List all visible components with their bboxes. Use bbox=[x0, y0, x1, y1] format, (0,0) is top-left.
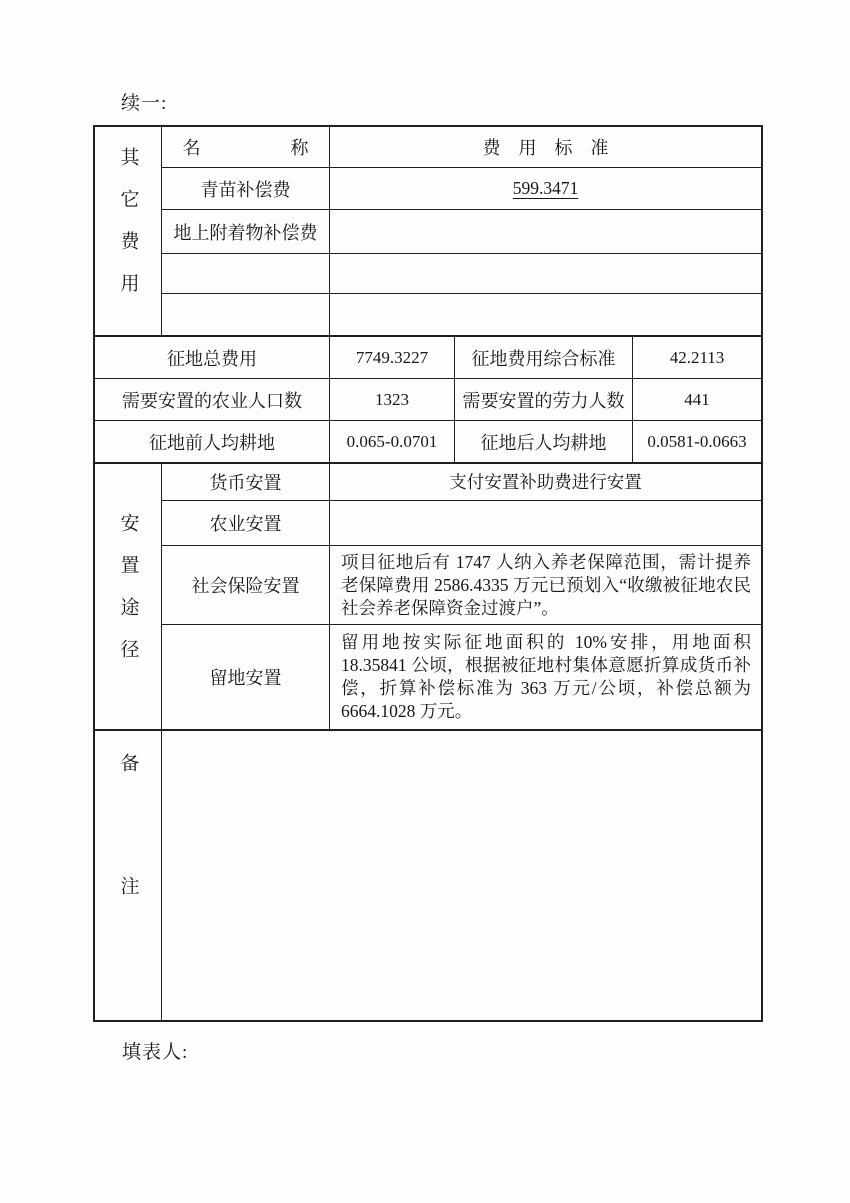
fee-row-empty-1 bbox=[162, 254, 761, 294]
fee-name-cell bbox=[162, 254, 330, 293]
land-expropriation-table bbox=[93, 125, 763, 1022]
fee-standard-header-cell: 费 用 标 准 bbox=[482, 138, 609, 158]
fee-name-header-cell: 名 称 bbox=[162, 127, 330, 167]
monetary-resettlement-row bbox=[162, 464, 761, 501]
remarks-content-cell bbox=[162, 731, 761, 1020]
social-insurance-resettlement-content-cell bbox=[330, 546, 761, 624]
remarks-vertical-label bbox=[95, 731, 162, 1020]
form-filler-label: 填表人: bbox=[122, 1042, 189, 1063]
land-retention-resettlement-content-cell bbox=[330, 625, 761, 729]
monetary-resettlement-content-cell bbox=[330, 464, 761, 500]
agricultural-population-label-cell: 需要安置的农业人口数 bbox=[95, 379, 330, 421]
agricultural-resettlement-row bbox=[162, 501, 761, 546]
land-retention-resettlement-text: 留用地按实际征地面积的 10%安排，用地面积 18.35841 公顷，根据被征地村集体意愿折算成货币补偿，折算补偿标准为 363 万元/公顷，补偿总额为 6664.1028 万元。 bbox=[341, 632, 751, 721]
labor-count-value-cell: 441 bbox=[633, 379, 761, 421]
land-retention-resettlement-label-cell: 留地安置 bbox=[162, 625, 330, 729]
fee-name-cell: 青苗补偿费 bbox=[162, 168, 330, 209]
fee-name-cell bbox=[162, 294, 330, 335]
agricultural-resettlement-content-cell bbox=[330, 501, 761, 545]
other-fees-body bbox=[162, 127, 761, 335]
summary-section bbox=[95, 337, 761, 464]
comprehensive-standard-value-cell: 42.2113 bbox=[633, 337, 761, 379]
monetary-resettlement-text: 支付安置补助费进行安置 bbox=[449, 471, 642, 492]
resettlement-body bbox=[162, 464, 761, 729]
labor-count-label-cell: 需要安置的劳力人数 bbox=[455, 379, 633, 421]
per-capita-farmland-after-label-cell: 征地后人均耕地 bbox=[455, 421, 633, 462]
total-cost-label-cell: 征地总费用 bbox=[95, 337, 330, 379]
monetary-resettlement-label-cell: 货币安置 bbox=[162, 464, 330, 500]
other-fees-section bbox=[95, 127, 761, 337]
other-fees-vertical-label bbox=[95, 127, 162, 335]
agricultural-population-value-cell: 1323 bbox=[330, 379, 455, 421]
social-insurance-resettlement-row bbox=[162, 546, 761, 625]
other-fees-label-text: 其它费用 bbox=[117, 147, 139, 315]
resettlement-vertical-label bbox=[95, 464, 162, 729]
fee-value-cell bbox=[330, 210, 761, 253]
per-capita-farmland-before-value-cell: 0.065-0.0701 bbox=[330, 421, 455, 462]
fee-value-cell bbox=[330, 254, 761, 293]
fee-row-ground-attachments bbox=[162, 210, 761, 254]
resettlement-section bbox=[95, 464, 761, 731]
comprehensive-standard-label-cell: 征地费用综合标准 bbox=[455, 337, 633, 379]
fee-value-cell bbox=[330, 168, 761, 209]
fee-header-row bbox=[162, 127, 761, 168]
agricultural-resettlement-label-cell: 农业安置 bbox=[162, 501, 330, 545]
per-capita-farmland-after-value-cell: 0.0581-0.0663 bbox=[647, 431, 747, 451]
fee-row-empty-2 bbox=[162, 294, 761, 335]
land-retention-resettlement-row bbox=[162, 625, 761, 729]
social-insurance-resettlement-text: 项目征地后有 1747 人纳入养老保障范围，需计提养老保障费用 2586.4335 万元已预划入“收缴被征地农民社会养老保障资金过渡户”。 bbox=[341, 551, 751, 618]
continuation-label: 续一: bbox=[121, 93, 168, 114]
resettlement-label-text: 安置途径 bbox=[117, 512, 139, 681]
fee-row-young-crop bbox=[162, 168, 761, 210]
fee-name-cell: 地上附着物补偿费 bbox=[162, 210, 330, 253]
remarks-label-text: 备注 bbox=[117, 752, 139, 999]
young-crop-fee-value: 599.3471 bbox=[512, 178, 579, 198]
remarks-section bbox=[95, 731, 761, 1020]
social-insurance-resettlement-label-cell: 社会保险安置 bbox=[162, 546, 330, 624]
fee-value-cell bbox=[330, 294, 761, 335]
per-capita-farmland-before-label-cell: 征地前人均耕地 bbox=[95, 421, 330, 462]
total-cost-value-cell: 7749.3227 bbox=[330, 337, 455, 379]
